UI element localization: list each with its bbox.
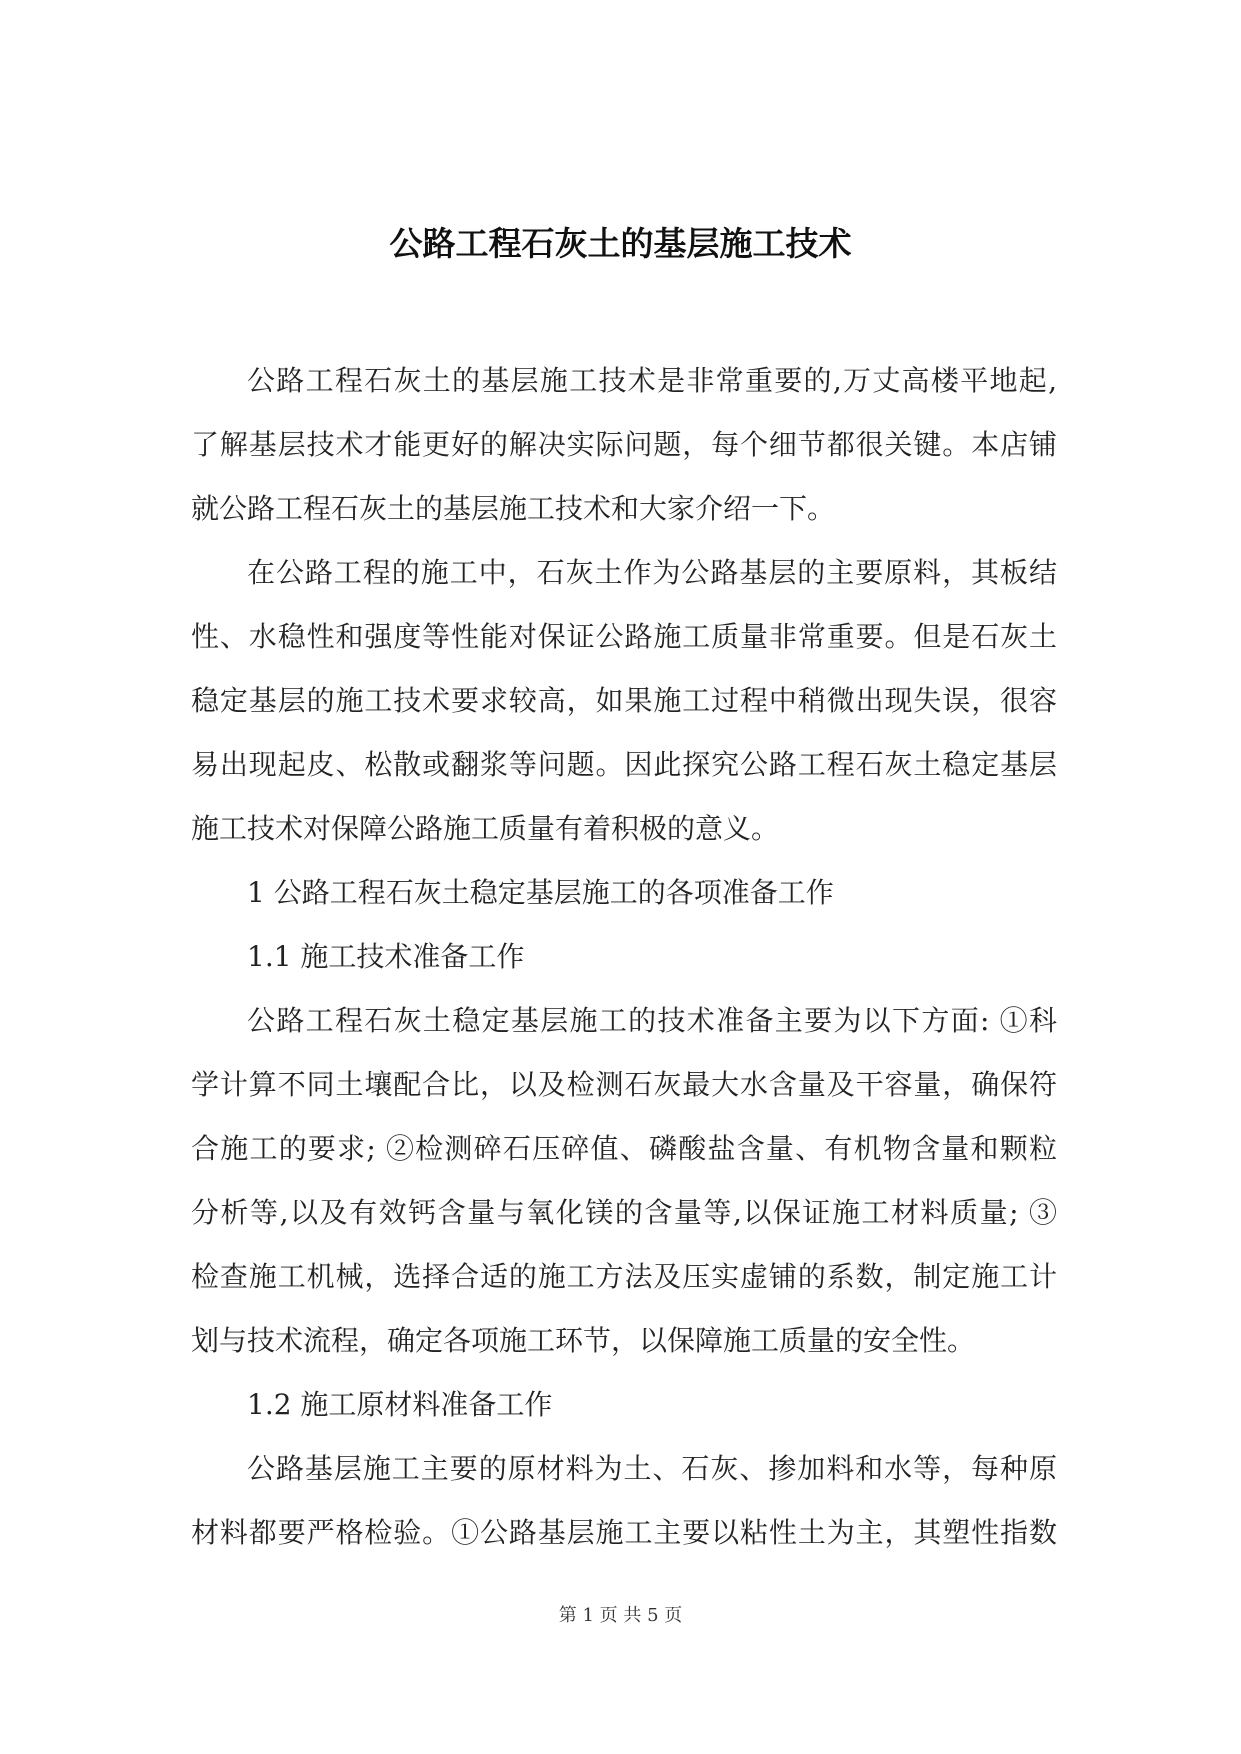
paragraph-line: 就公路工程石灰土的基层施工技术和大家介绍一下。 — [191, 492, 836, 525]
paragraph-line: 分析等,以及有效钙含量与氧化镁的含量等,以保证施工材料质量; ③ — [191, 1196, 1057, 1229]
paragraph-line: 检查施工机械，选择合适的施工方法及压实虚铺的系数，制定施工计 — [191, 1260, 1057, 1293]
paragraph-line: 稳定基层的施工技术要求较高，如果施工过程中稍微出现失误，很容 — [191, 684, 1057, 717]
section-heading: 1 公路工程石灰土稳定基层施工的各项准备工作 — [247, 876, 834, 909]
paragraph-line: 合施工的要求; ②检测碎石压碎值、磷酸盐含量、有机物含量和颗粒 — [191, 1132, 1057, 1165]
paragraph-line: 性、水稳性和强度等性能对保证公路施工质量非常重要。但是石灰土 — [191, 620, 1057, 653]
paragraph-line: 公路工程石灰土稳定基层施工的技术准备主要为以下方面: ①科 — [247, 1004, 1057, 1037]
paragraph-line: 在公路工程的施工中，石灰土作为公路基层的主要原料，其板结 — [247, 556, 1057, 589]
subsection-heading: 1.2 施工原材料准备工作 — [247, 1388, 553, 1421]
paragraph-line: 划与技术流程，确定各项施工环节，以保障施工质量的安全性。 — [191, 1324, 976, 1357]
paragraph-line: 易出现起皮、松散或翻浆等问题。因此探究公路工程石灰土稳定基层 — [191, 748, 1057, 781]
paragraph-line: 了解基层技术才能更好的解决实际问题，每个细节都很关键。本店铺 — [191, 428, 1057, 461]
paragraph-line: 学计算不同土壤配合比，以及检测石灰最大水含量及干容量，确保符 — [191, 1068, 1057, 1101]
paragraph-line: 施工技术对保障公路施工质量有着积极的意义。 — [191, 812, 780, 845]
paragraph-line: 材料都要严格检验。①公路基层施工主要以粘性土为主，其塑性指数 — [191, 1516, 1057, 1549]
document-title: 公路工程石灰土的基层施工技术 — [389, 224, 852, 263]
paragraph-line: 公路工程石灰土的基层施工技术是非常重要的,万丈高楼平地起, — [247, 364, 1057, 397]
subsection-heading: 1.1 施工技术准备工作 — [247, 940, 525, 973]
page-footer: 第 1 页 共 5 页 — [558, 1605, 683, 1626]
paragraph-line: 公路基层施工主要的原材料为土、石灰、掺加料和水等，每种原 — [247, 1452, 1057, 1485]
